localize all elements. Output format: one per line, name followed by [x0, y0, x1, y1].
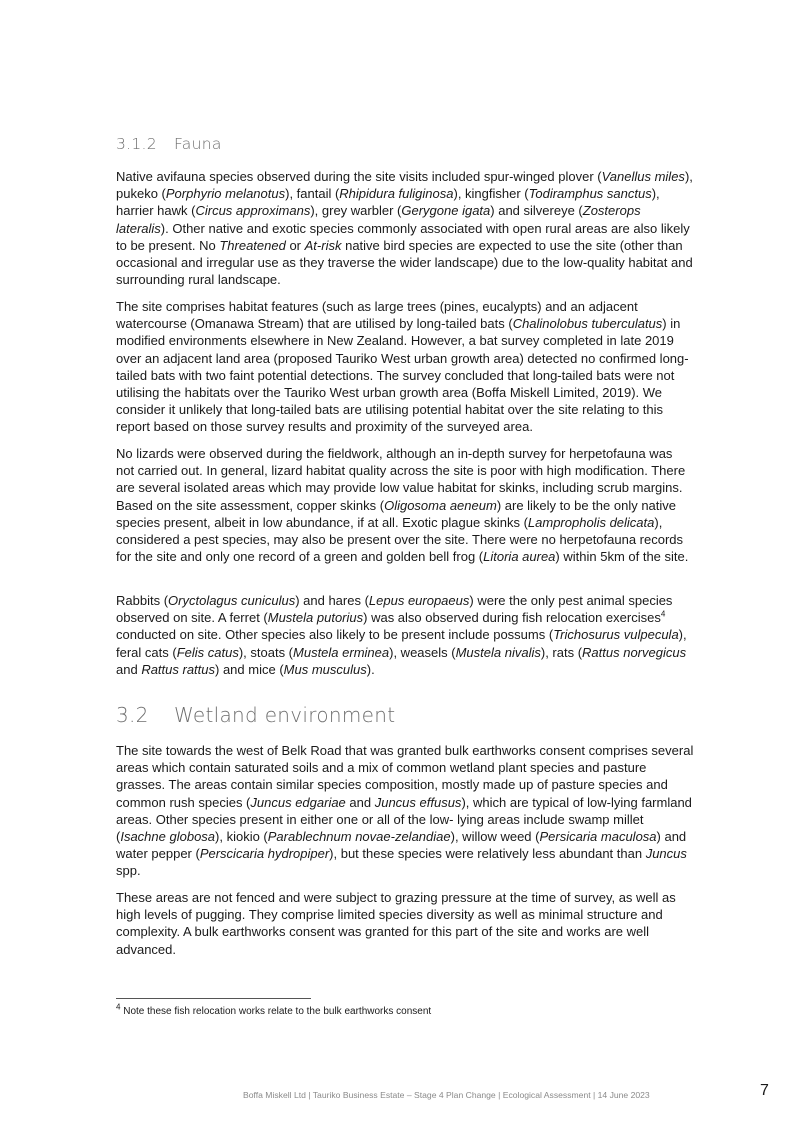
section-title: Fauna — [174, 135, 222, 153]
species-name: Vanellus miles — [601, 169, 685, 184]
footnote-marker: 4 — [116, 1002, 121, 1012]
species-name: Persicaria maculosa — [539, 829, 657, 845]
text-run: or — [285, 237, 305, 253]
text-run: ), kingfisher ( — [453, 186, 529, 202]
section-number: 3.2 — [116, 703, 149, 727]
text-run: ), feral cats ( — [116, 627, 687, 660]
text-run: Rabbits ( — [116, 593, 169, 608]
text-run: ) were the only pest animal species observed on site. A ferret ( — [116, 593, 673, 626]
text-run: ), fantail ( — [285, 186, 340, 202]
paragraph-bats — [116, 298, 694, 436]
text-run: ) in modified environments elsewhere in New Zealand. However, a bat survey completed in late 2019 over an adjacent land area (proposed Tauriko West urban growth area) detected no confirmed long-tailed bats with two faint potential detections. The survey concluded that long-tailed bats were not utilising the habitats over the Tauriko West urban growth area (Boffa Miskell Limited, 2019). We consider it unlikely that long-tailed bats are utilising potential habitat over the site relating to this report based on those survey results and proximity of the surveyed area. — [116, 316, 689, 435]
text-run: No lizards were observed during the fieldwork, although an in-depth survey for herpetofauna was not carried out. In general, lizard habitat quality across the site is poor with high modification. There are several isolated areas which may provide low value habitat for skinks, including scrub margins. Based on the site assessment, copper skinks ( — [116, 446, 686, 513]
paragraph-wetland-species — [116, 742, 694, 880]
text-run: The site comprises habitat features (such as large trees (pines, eucalypts) and an adjacent watercourse (Omanawa Stream) that are utilised by long-tailed bats ( — [116, 299, 638, 332]
text-run: ), rats ( — [540, 644, 583, 660]
species-name: At-risk — [304, 237, 342, 253]
footnote-text: Note these fish relocation works relate to the bulk earthworks consent — [120, 1006, 432, 1017]
species-name: Circus approximans — [195, 203, 311, 219]
species-name: Parablechnum novae-zelandiae — [267, 829, 451, 845]
species-name: Gerygone igata — [401, 203, 491, 219]
section-number: 3.1.2 — [116, 135, 157, 153]
text-run: and — [116, 661, 142, 677]
species-name: Oryctolagus cuniculus — [168, 593, 296, 608]
paragraph-lizards — [116, 445, 694, 565]
species-name: Felis catus — [176, 644, 239, 660]
text-run: These areas are not fenced and were subject to grazing pressure at the time of survey, as well as high levels of pugging. They comprise limited species diversity as well as minimal structure and complexity. A bulk earthworks consent was granted for this part of the site and works are well advanced. — [116, 890, 676, 957]
section-title: Wetland environment — [174, 703, 396, 727]
text-run: ), weasels ( — [389, 644, 456, 660]
text-run: ), considered a pest species, may also be present over the site. There were no herpetofauna records for the site and only one record of a green and golden bell frog ( — [116, 514, 684, 565]
species-name: Perscicaria hydropiper — [199, 846, 330, 862]
species-name: Rattus norvegicus — [582, 644, 687, 660]
text-run: ), stoats ( — [238, 644, 294, 660]
section-heading-fauna — [116, 135, 222, 153]
text-run: ), willow weed ( — [450, 829, 540, 845]
text-run: native bird species are expected to use the site (other than occasional and irregular use as they traverse the wider landscape) due to the low-quality habitat and surrounding rural landscape. — [116, 237, 693, 288]
species-name: Lepus europaeus — [368, 593, 470, 608]
species-name: Juncus — [645, 846, 687, 862]
text-run: ), but these species were relatively less abundant than — [329, 846, 646, 862]
text-run: conducted on site. Other species also likely to be present include possums ( — [116, 627, 554, 643]
page-number: 7 — [760, 1082, 769, 1099]
text-run: ) and water pepper ( — [116, 829, 687, 862]
species-name: Litoria aurea — [483, 549, 556, 565]
footnote-divider — [116, 998, 311, 999]
text-run: ), pukeko ( — [116, 169, 693, 202]
species-name: Lampropholis delicata — [527, 514, 655, 530]
species-name: Zosterops lateralis — [116, 203, 641, 236]
text-run: ) and silvereye ( — [490, 203, 583, 219]
species-name: Juncus effusus — [374, 794, 462, 810]
species-name: Mustela erminea — [293, 644, 390, 660]
text-run: ) and mice ( — [215, 661, 284, 677]
text-run: spp. — [116, 863, 141, 879]
text-run: ) and hares ( — [295, 593, 369, 608]
text-run: ). — [366, 661, 375, 677]
species-name: Chalinolobus tuberculatus — [512, 316, 663, 332]
paragraph-wetland-condition — [116, 889, 694, 958]
text-run: Native avifauna species observed during the site visits included spur-winged plover ( — [116, 169, 602, 184]
text-run: ), harrier hawk ( — [116, 186, 660, 219]
species-name: Porphyrio melanotus — [165, 186, 286, 202]
species-name: Trichosurus vulpecula — [553, 627, 679, 643]
text-run: ) are likely to be the only native species present, albeit in low abundance, if at all. Exotic plague skinks ( — [116, 497, 677, 530]
section-heading-wetland — [116, 703, 395, 727]
text-run: ) within 5km of the site. — [555, 549, 689, 565]
species-name: Oligosoma aeneum — [384, 497, 497, 513]
footnote — [116, 1002, 432, 1017]
species-name: Todiramphus sanctus — [528, 186, 652, 202]
text-run: ). Other native and exotic species commonly associated with open rural areas are also likely to be present. No — [116, 220, 690, 253]
species-name: Threatened — [219, 237, 286, 253]
species-name: Rhipidura fuliginosa — [339, 186, 454, 202]
paragraph-avifauna — [116, 168, 694, 288]
text-run: ), grey warbler ( — [310, 203, 402, 219]
species-name: Mustela putorius — [267, 610, 364, 626]
species-name: Mustela nivalis — [455, 644, 541, 660]
paragraph-pest-animals — [116, 592, 694, 678]
text-run: and — [345, 794, 375, 810]
footnote-reference: 4 — [660, 609, 666, 619]
text-run: ) was also observed during fish relocation exercises — [363, 610, 661, 626]
page-footer: Boffa Miskell Ltd | Tauriko Business Estate – Stage 4 Plan Change | Ecological Assessment | 14 June 2023 — [243, 1090, 650, 1100]
species-name: Rattus rattus — [141, 661, 216, 677]
species-name: Juncus edgariae — [250, 794, 346, 810]
text-run: The site towards the west of Belk Road that was granted bulk earthworks consent comprises several areas which contain saturated soils and a mix of common wetland plant species and pasture grasses. The areas contain similar species composition, mostly made up of pasture species and common rush species ( — [116, 743, 694, 810]
text-run: ), kiokio ( — [215, 829, 268, 845]
text-run: ), which are typical of low-lying farmland areas. Other species present in either one or all of the low- lying areas include swamp millet ( — [116, 794, 692, 845]
species-name: Mus musculus — [283, 661, 367, 677]
species-name: Isachne globosa — [120, 829, 216, 845]
